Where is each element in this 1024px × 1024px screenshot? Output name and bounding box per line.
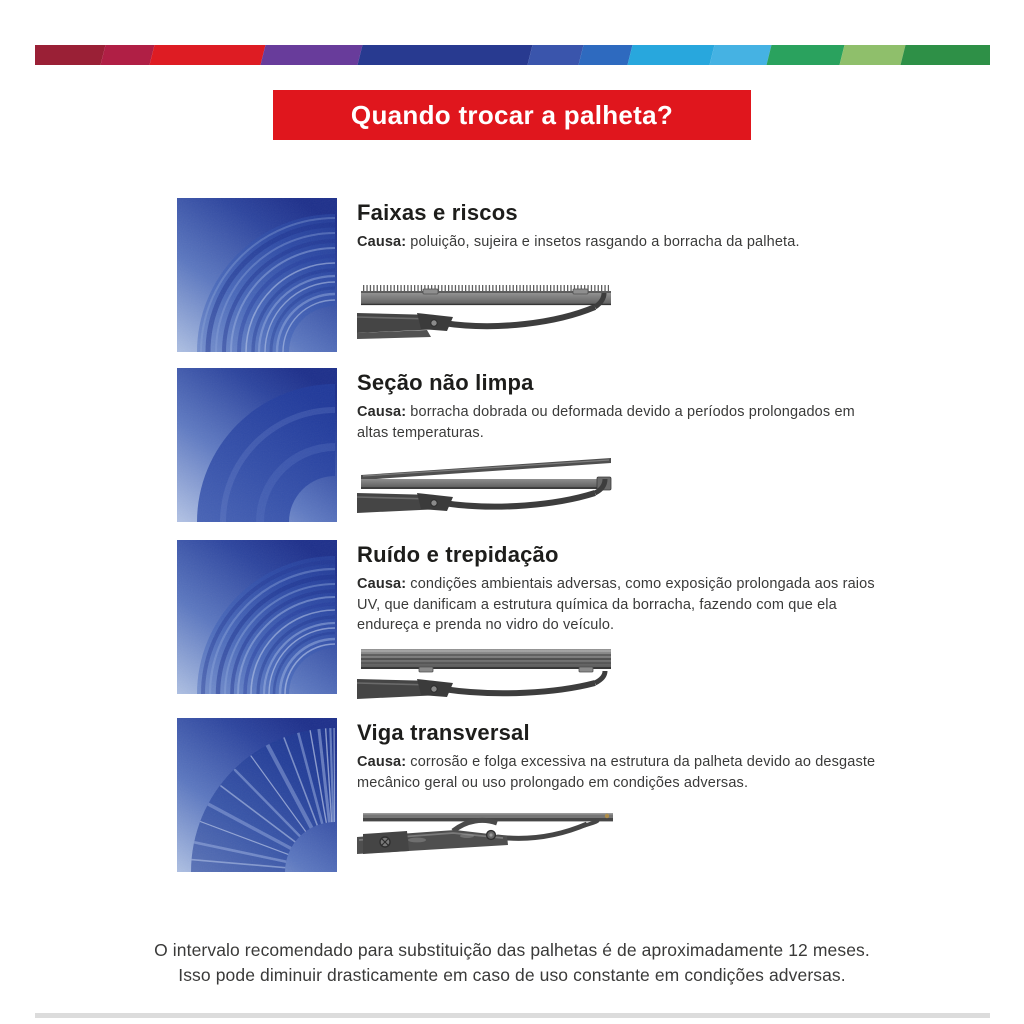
footer-note xyxy=(0,938,1024,989)
section-secao-nao-limpa xyxy=(177,368,885,522)
color-bar-segment xyxy=(528,45,584,65)
section-heading: Seção não limpa xyxy=(357,370,534,395)
color-bar-segment xyxy=(840,45,906,65)
wiper-hardened-blade-image xyxy=(357,643,619,703)
section-heading: Faixas e riscos xyxy=(357,200,518,225)
section-text xyxy=(357,368,885,522)
footer-line-1: O intervalo recomendado para substituição das palhetas é de aproximadamente 12 meses. xyxy=(154,940,870,960)
cause-label: Causa: xyxy=(357,754,407,771)
wiper-deformed-rubber-image xyxy=(357,453,619,517)
top-color-bar xyxy=(35,45,990,65)
cause-text: corrosão e folga excessiva na estrutura da palheta devido ao desgaste mecânico geral ou uso prolongado em condições adversas. xyxy=(357,754,876,791)
cause-paragraph xyxy=(357,402,885,443)
section-text xyxy=(357,718,885,877)
cause-text: borracha dobrada ou deformada devido a períodos prolongados em altas temperaturas. xyxy=(357,404,855,441)
section-ruido-e-trepidacao xyxy=(177,540,885,703)
title-banner xyxy=(273,90,751,140)
cause-paragraph xyxy=(357,574,885,635)
color-bar-segment xyxy=(628,45,715,65)
windshield-arc-streaks-image xyxy=(177,198,337,352)
color-bar-segment xyxy=(101,45,155,65)
color-bar-segment xyxy=(35,45,105,65)
cause-label: Causa: xyxy=(357,234,407,251)
color-bar-segment xyxy=(150,45,266,65)
color-bar-segment xyxy=(901,45,990,65)
windshield-smooth-smear-image xyxy=(177,368,337,522)
cause-paragraph xyxy=(357,232,885,252)
windshield-radial-streaks-image xyxy=(177,718,337,872)
color-bar-segment xyxy=(261,45,363,65)
color-bar-segment xyxy=(767,45,845,65)
section-text xyxy=(357,540,885,703)
wiper-frayed-rubber-image xyxy=(357,279,619,341)
footer-line-2: Isso pode diminuir drasticamente em caso de uso constante em condições adversas. xyxy=(178,965,846,986)
section-viga-transversal xyxy=(177,718,885,877)
section-faixas-e-riscos xyxy=(177,198,885,352)
bottom-divider-bar xyxy=(35,1013,990,1018)
page-title: Quando trocar a palheta? xyxy=(350,99,674,130)
color-bar-segment xyxy=(358,45,533,65)
color-bar-segment xyxy=(579,45,633,65)
wiper-corroded-frame-image xyxy=(357,807,619,877)
windshield-arc-streaks-image-2 xyxy=(177,540,337,694)
section-heading: Viga transversal xyxy=(357,720,530,745)
cause-paragraph xyxy=(357,752,885,793)
cause-label: Causa: xyxy=(357,404,407,421)
cause-text: condições ambientais adversas, como exposição prolongada aos raios UV, que danificam a estrutura química da borracha, fazendo com que ela endureça e prenda no vidro do veículo. xyxy=(357,576,875,633)
cause-text: poluição, sujeira e insetos rasgando a borracha da palheta. xyxy=(410,234,800,251)
section-text xyxy=(357,198,885,352)
section-heading: Ruído e trepidação xyxy=(357,542,559,567)
cause-label: Causa: xyxy=(357,576,407,593)
color-bar-segment xyxy=(710,45,772,65)
